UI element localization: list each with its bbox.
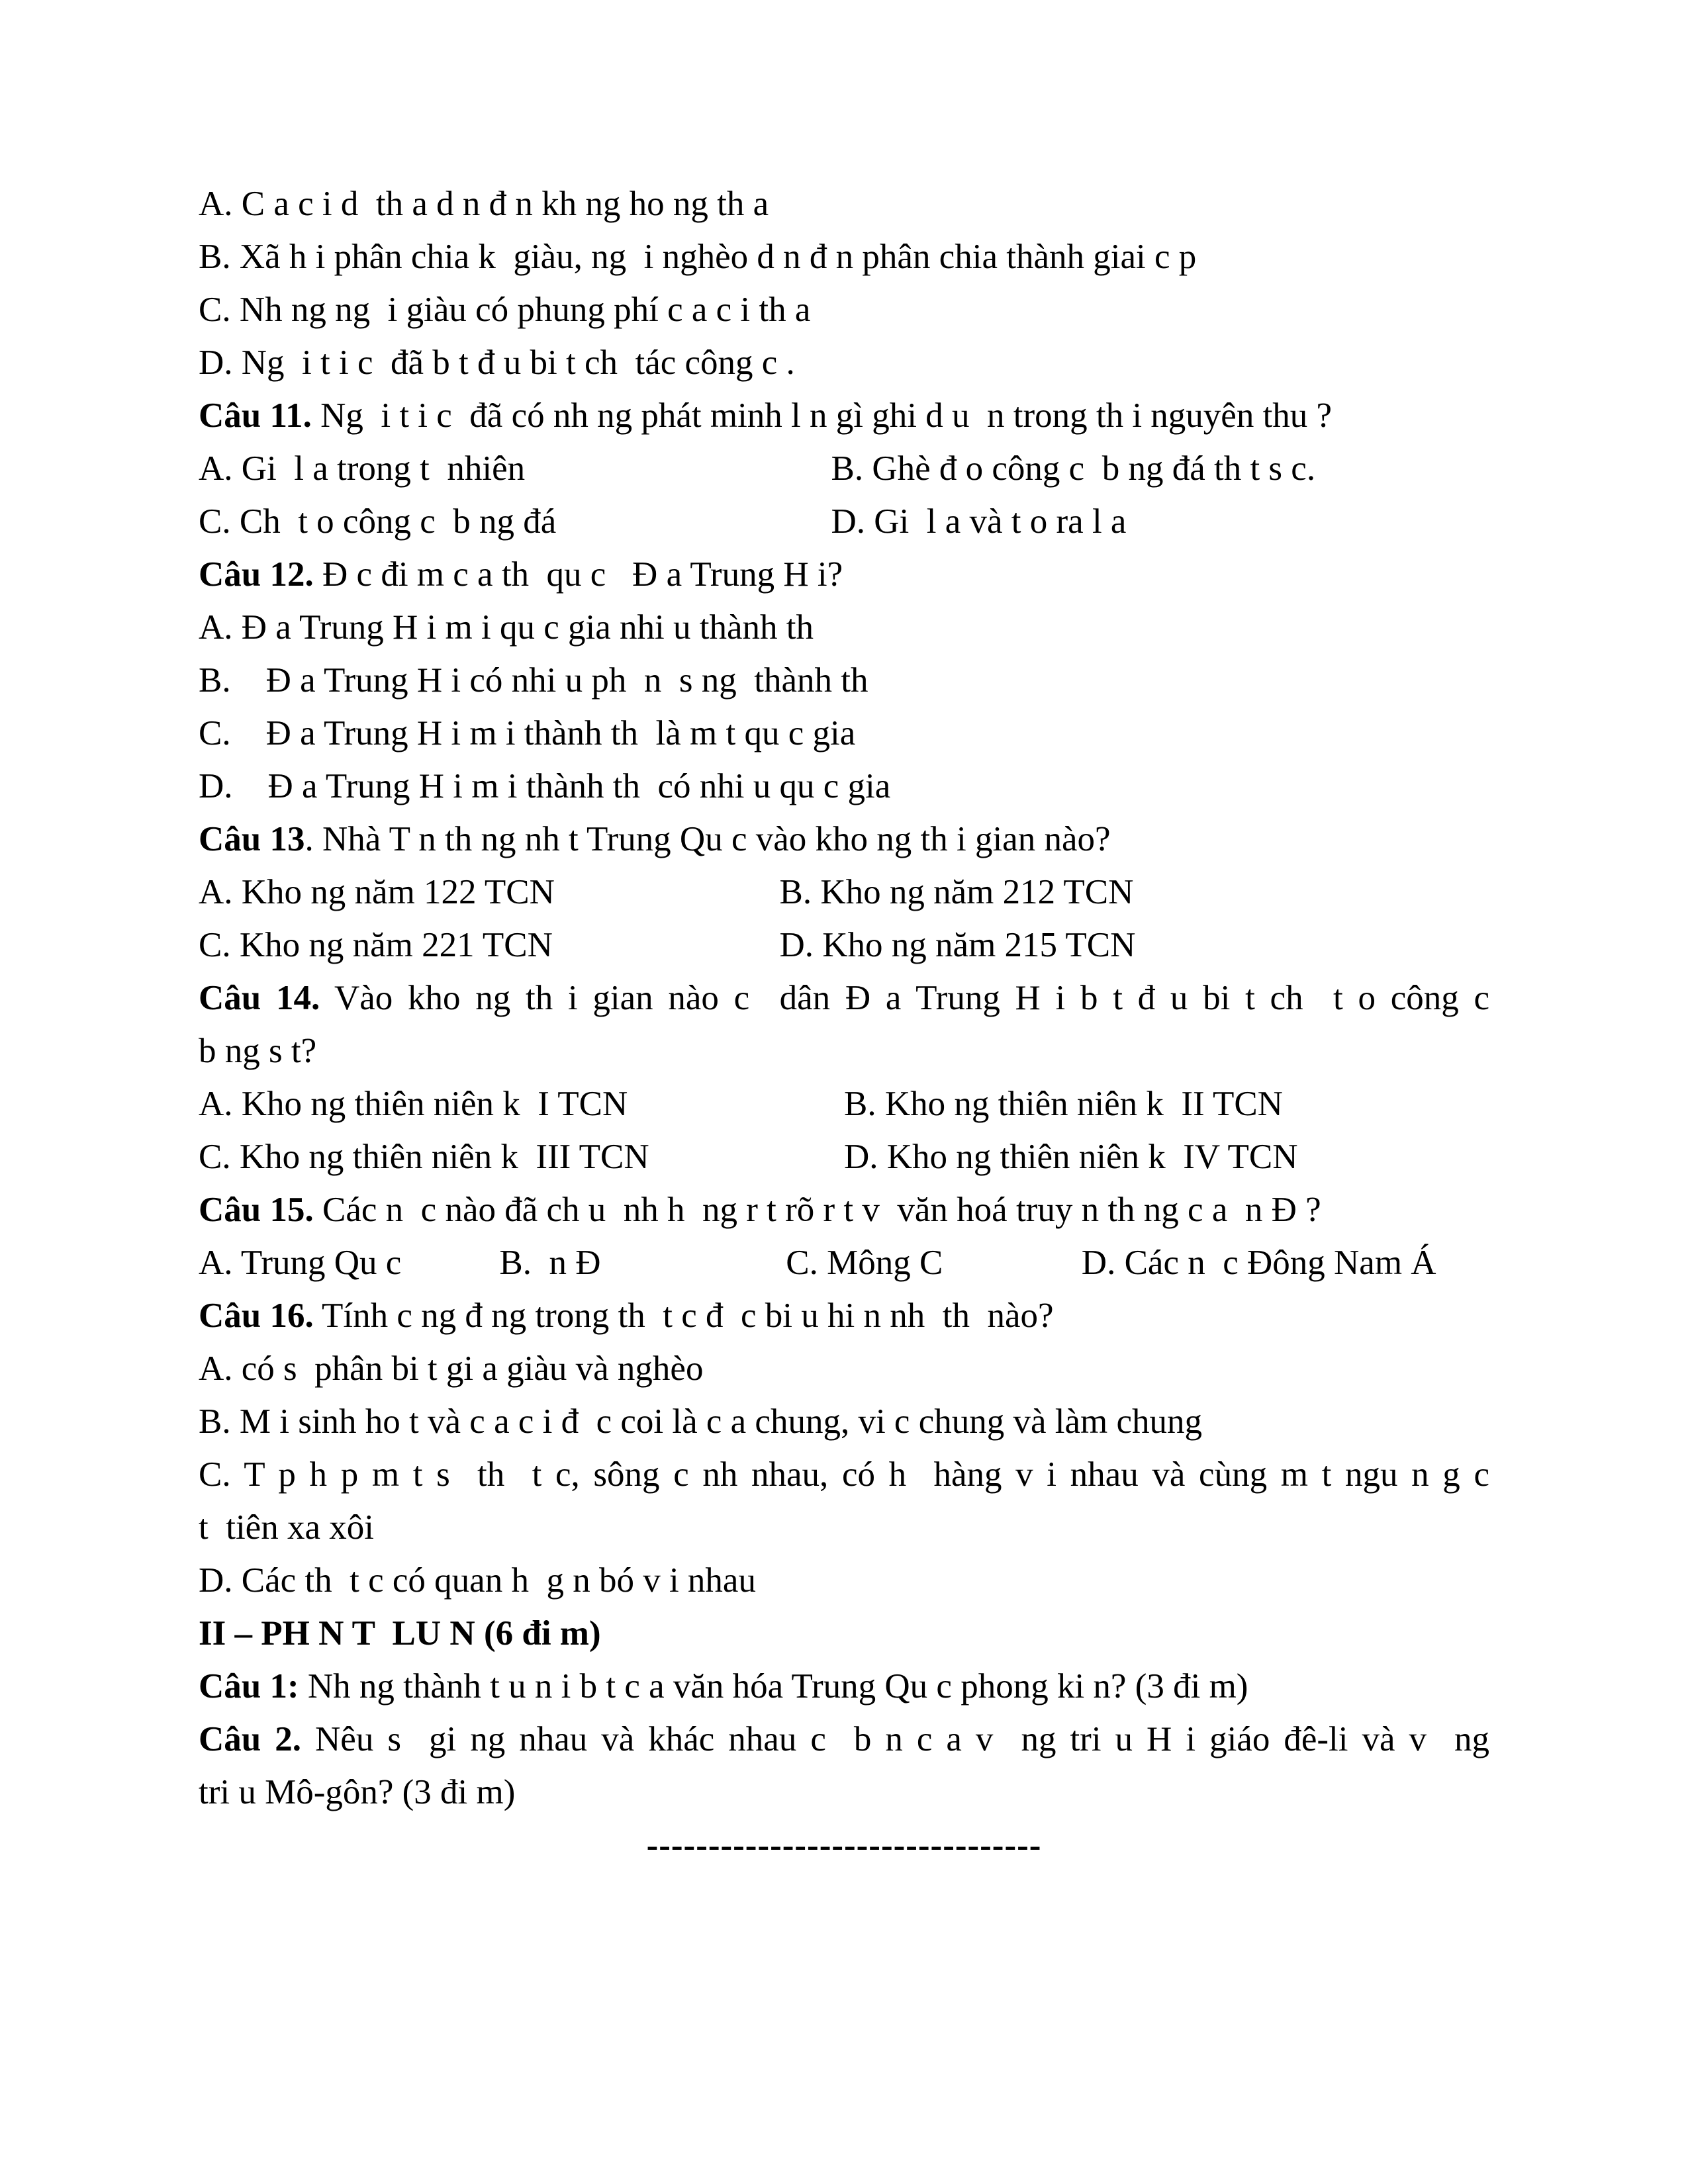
- answer-option-pair: [199, 442, 1489, 495]
- question-line: [199, 1660, 1489, 1713]
- answer-option: B. Ghè đ o công c b ng đá th t s c.: [831, 449, 1316, 488]
- document-page: [199, 177, 1489, 1872]
- answer-option: A. Trung Qu c: [199, 1244, 402, 1282]
- answer-option: C. Kho ng thiên niên k III TCN: [199, 1138, 649, 1176]
- question-text: Tính c ng đ ng trong th t c đ c bi u hi n nh th nào?: [313, 1297, 1054, 1335]
- answer-option-group: [199, 1236, 1489, 1289]
- question-number: Câu 11.: [199, 396, 312, 435]
- answer-option: A. Kho ng thiên niên k I TCN: [199, 1085, 628, 1123]
- question-line: [199, 389, 1489, 442]
- answer-option: B. M i sinh ho t và c a c i đ c coi là c a chung, vi c chung và làm chung: [199, 1402, 1202, 1441]
- answer-option: A. C a c i d th a d n đ n kh ng ho ng th a: [199, 185, 769, 223]
- question-number: Câu 16.: [199, 1297, 314, 1335]
- answer-option: A. Gi l a trong t nhiên: [199, 449, 526, 488]
- question-number: Câu 15.: [199, 1191, 314, 1229]
- answer-option-pair: [199, 866, 1489, 919]
- question-line: [199, 1713, 1489, 1766]
- question-line: [199, 813, 1489, 866]
- answer-option: B. n Đ: [499, 1244, 610, 1282]
- answer-option: C. Mông C: [786, 1244, 952, 1282]
- answer-option: A. Kho ng năm 122 TCN: [199, 873, 555, 911]
- answer-option-pair: [199, 495, 1489, 548]
- answer-option-pair: [199, 919, 1489, 972]
- question-continuation: b ng s t?: [199, 1032, 317, 1070]
- question-text: Đ c đi m c a th qu c Đ a Trung H i?: [313, 555, 843, 594]
- answer-option: A. Đ a Trung H i m i qu c gia nhi u thành th: [199, 608, 823, 647]
- question-text: . Nhà T n th ng nh t Trung Qu c vào kho ng th i gian nào?: [305, 820, 1111, 858]
- answer-option: B. Đ a Trung H i có nhi u ph n s ng thành th: [199, 661, 877, 700]
- question-number: Câu 1:: [199, 1667, 299, 1706]
- answer-option: D. Ng i t i c đã b t đ u bi t ch tác công c .: [199, 343, 795, 382]
- answer-option-pair: [199, 1130, 1489, 1183]
- answer-option: D. Đ a Trung H i m i thành th có nhi u qu c gia: [199, 767, 891, 805]
- question-text: Nh ng thành t u n i b t c a văn hóa Trung Qu c phong ki n? (3 đi m): [299, 1667, 1248, 1706]
- answer-option: D. Các th t c có quan h g n bó v i nhau: [199, 1561, 756, 1600]
- question-line: [199, 972, 1489, 1024]
- answer-option: D. Kho ng năm 215 TCN: [779, 926, 1136, 964]
- answer-option: C. Kho ng năm 221 TCN: [199, 926, 553, 964]
- question-line: [199, 1289, 1489, 1342]
- question-text: Ng i t i c đã có nh ng phát minh l n gì ghi d u n trong th i nguyên thu ?: [311, 396, 1333, 435]
- question-number: Câu 14.: [199, 979, 320, 1017]
- question-line: [199, 1183, 1489, 1236]
- section-heading: II – PH N T LU N (6 đi m): [199, 1614, 601, 1653]
- answer-option: C. Ch t o công c b ng đá: [199, 502, 557, 541]
- answer-option: D. Kho ng thiên niên k IV TCN: [844, 1138, 1298, 1176]
- answer-option: A. có s phân bi t gi a giàu và nghèo: [199, 1349, 704, 1388]
- question-continuation: tri u Mô-gôn? (3 đi m): [199, 1773, 516, 1811]
- question-line: [199, 548, 1489, 601]
- question-number: Câu 13: [199, 820, 305, 858]
- answer-option-continuation: t tiên xa xôi: [199, 1508, 374, 1547]
- answer-option-pair: [199, 1077, 1489, 1130]
- question-number: Câu 12.: [199, 555, 314, 594]
- answer-option: C. Nh ng ng i giàu có phung phí c a c i th a: [199, 291, 811, 329]
- answer-option: B. Kho ng năm 212 TCN: [779, 873, 1134, 911]
- answer-option: C. T p h p m t s th t c, sông c nh nhau, có h hàng v i nhau và cùng m t ngu n g c: [199, 1455, 1489, 1494]
- answer-option: B. Kho ng thiên niên k II TCN: [844, 1085, 1283, 1123]
- page-divider: --------------------------------: [646, 1826, 1042, 1864]
- answer-option: D. Gi l a và t o ra l a: [831, 502, 1127, 541]
- answer-option: B. Xã h i phân chia k giàu, ng i nghèo d n đ n phân chia thành giai c p: [199, 238, 1197, 276]
- question-number: Câu 2.: [199, 1720, 302, 1758]
- answer-option: D. Các n c Đông Nam Á: [1081, 1244, 1436, 1282]
- question-text: Các n c nào đã ch u nh h ng r t rõ r t v văn hoá truy n th ng c a n Đ ?: [313, 1191, 1321, 1229]
- answer-option: C. Đ a Trung H i m i thành th là m t qu c gia: [199, 714, 856, 752]
- question-text: Nêu s gi ng nhau và khác nhau c b n c a v ng tri u H i giáo đê-li và v ng: [301, 1720, 1489, 1758]
- question-text: Vào kho ng th i gian nào c dân Đ a Trung H i b t đ u bi t ch t o công c: [320, 979, 1489, 1017]
